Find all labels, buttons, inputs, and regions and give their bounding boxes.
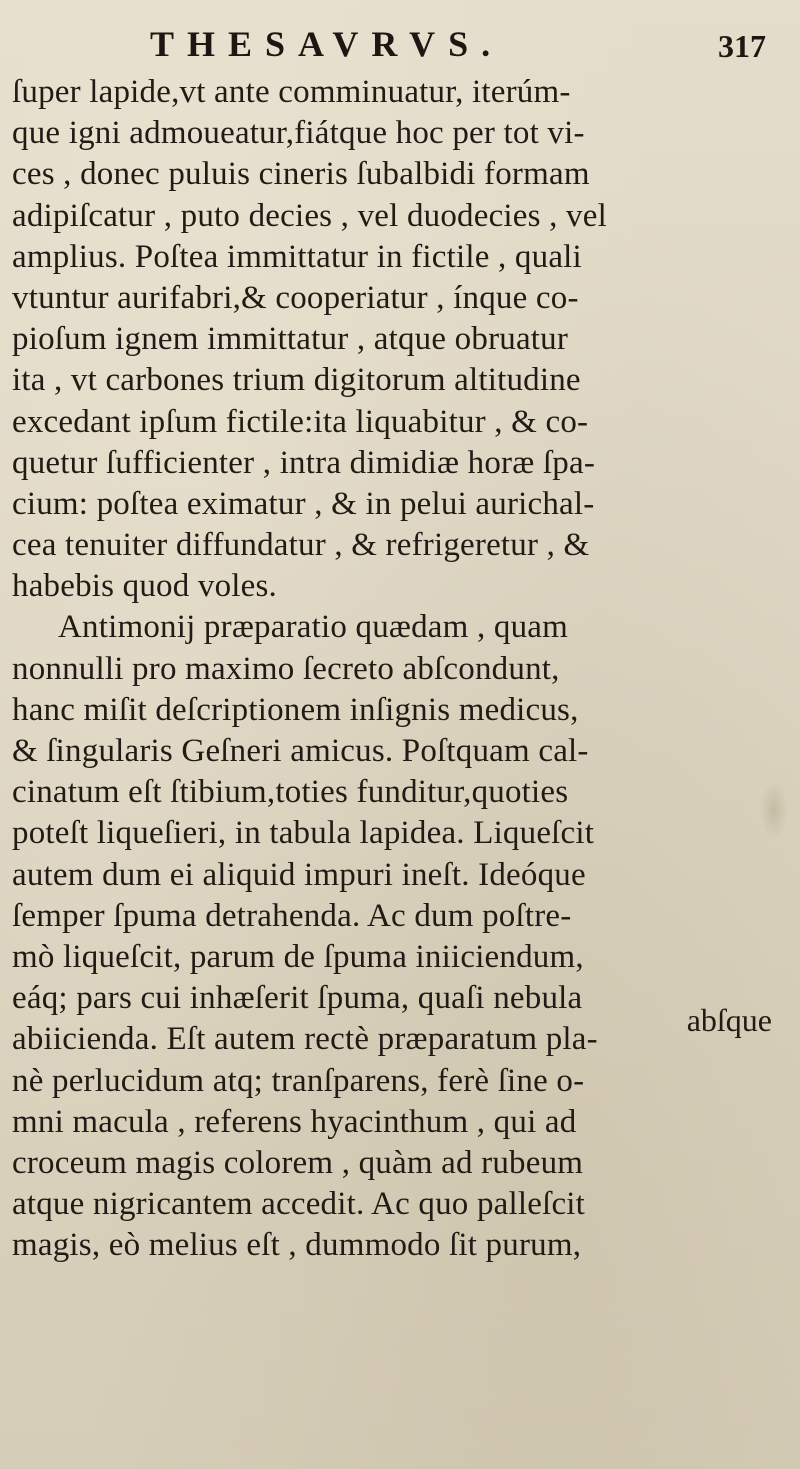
text-line: ita , vt carbones trium digitorum altitudine xyxy=(12,362,581,399)
paragraph-start-line: Antimonij præparatio quædam , quam xyxy=(58,609,568,646)
text-line: & ſingularis Geſneri amicus. Poſtquam cal- xyxy=(12,733,589,769)
text-line: nè perlucidum atq; tranſparens, ferè ſine o- xyxy=(12,1062,585,1099)
text-line: que igni admoueatur,fiátque hoc per tot vi- xyxy=(12,115,585,152)
text-line: excedant ipſum fictile:ita liquabitur , & co- xyxy=(12,403,589,440)
text-line: atque nigricantem accedit. Ac quo palleſcit xyxy=(12,1186,586,1223)
text-line: ſuper lapide,vt ante comminuatur, iterúm- xyxy=(12,74,571,110)
text-line: mni macula , referens hyacinthum , qui ad xyxy=(12,1103,577,1140)
text-line: adipiſcatur , puto decies , vel duodecies , vel xyxy=(12,197,607,234)
text-line: vtuntur aurifabri,& cooperiatur , ínque co- xyxy=(12,279,579,316)
text-line: ces , donec puluis cineris ſubalbidi formam xyxy=(12,156,590,193)
text-line: pioſum ignem immittatur , atque obruatur xyxy=(12,321,569,358)
catchword: abſque xyxy=(686,1002,772,1038)
text-line: amplius. Poſtea immittatur in fictile , quali xyxy=(12,238,582,275)
text-line: cea tenuiter diffundatur , & refrigeretur , & xyxy=(12,527,590,564)
text-line: eáq; pars cui inhæſerit ſpuma, quaſi nebula xyxy=(12,980,583,1017)
body-text xyxy=(12,72,790,1266)
text-line: habebis quod voles. xyxy=(12,568,278,605)
text-line: ſemper ſpuma detrahenda. Ac dum poſtre- xyxy=(12,897,572,934)
text-line: cium: poſtea eximatur , & in pelui aurichal- xyxy=(12,485,595,522)
text-line: magis, eò melius eſt , dummodo ſit purum, xyxy=(12,1227,582,1264)
text-line: nonnulli pro maximo ſecreto abſcondunt, xyxy=(12,650,560,687)
text-line: mò liqueſcit, parum de ſpuma iniiciendum, xyxy=(12,938,584,975)
text-line: quetur ſufficienter , intra dimidiæ horæ ſpa- xyxy=(12,444,596,481)
text-line: abiicienda. Eſt autem rectè præparatum pla- xyxy=(12,1021,598,1058)
page-number: 317 xyxy=(718,28,766,64)
paper-stain xyxy=(760,780,788,840)
text-line: autem dum ei aliquid impuri ineſt. Ideóque xyxy=(12,856,586,893)
text-line: cinatum eſt ſtibium,toties funditur,quoties xyxy=(12,774,569,811)
text-line: poteſt liqueſieri, in tabula lapidea. Liqueſcit xyxy=(12,815,595,852)
text-line: croceum magis colorem , quàm ad rubeum xyxy=(12,1144,584,1181)
running-title: THESAVRVS. xyxy=(150,24,504,64)
text-line: hanc miſit deſcriptionem inſignis medicus, xyxy=(12,691,579,728)
